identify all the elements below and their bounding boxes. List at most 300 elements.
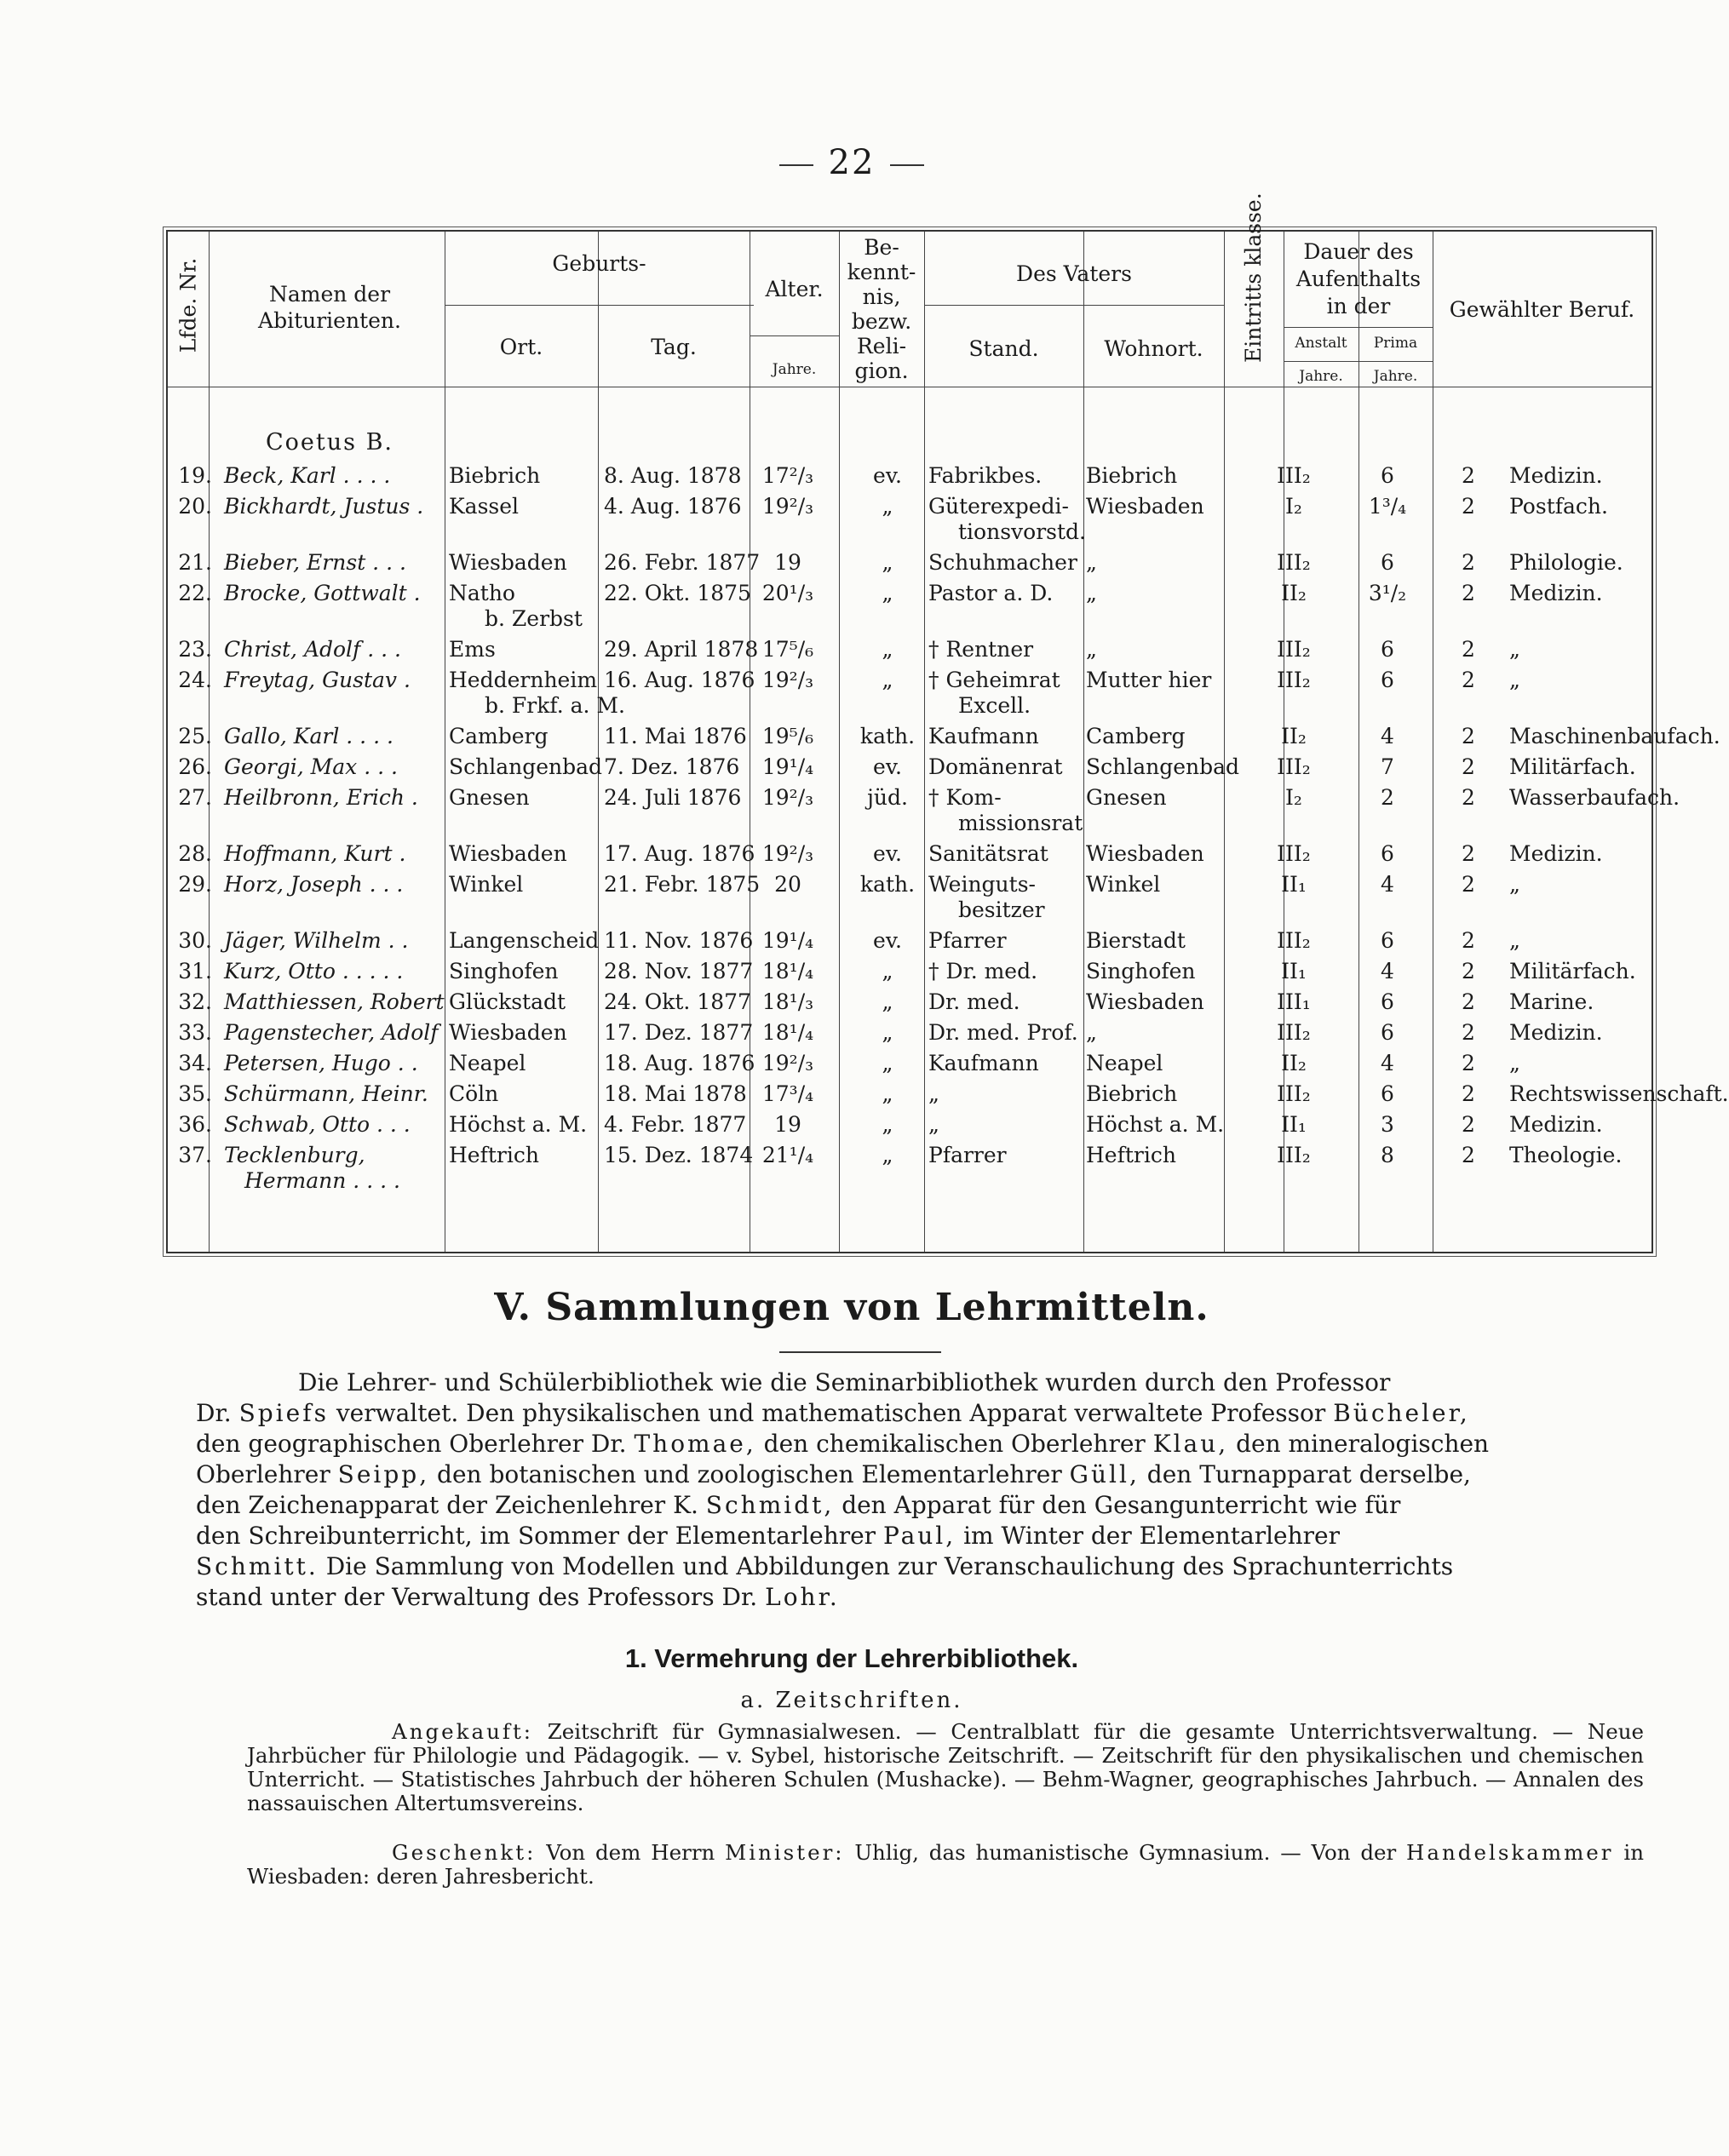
cell-tag: 29. April 1878 (604, 637, 759, 662)
cell-religion: kath. (859, 872, 916, 897)
cell-tag: 4. Febr. 1877 (604, 1112, 747, 1137)
cell-beruf: „ (1509, 668, 1520, 692)
subsection-subtitle: a. Zeitschriften. (740, 1688, 963, 1713)
cell-nr: 34. (178, 1051, 212, 1075)
cell-ort: Heddernheim (449, 668, 598, 692)
cell-nr: 23. (178, 637, 212, 662)
cell-stand-line2: tionsvorstd. (958, 519, 1086, 544)
cell-stand: Kaufmann (928, 724, 1039, 748)
cell-alter: 20¹/₃ (761, 581, 814, 605)
cell-nr: 29. (178, 872, 212, 897)
cell-name: Matthiessen, Robert (224, 989, 445, 1014)
cell-alter: 17⁵/₆ (761, 637, 814, 662)
geschenkt-text: Von dem Herrn (546, 1840, 715, 1865)
cell-stand: † Rentner (928, 637, 1034, 662)
geschenkt-paragraph (247, 1841, 1644, 1889)
para-line (196, 1398, 1644, 1429)
cell-ort-line2: b. Frkf. a. M. (485, 693, 625, 718)
cell-tag: 26. Febr. 1877 (604, 550, 761, 575)
cell-prima: 2 (1462, 872, 1475, 897)
text: im Winter der Elementarlehrer (963, 1522, 1340, 1550)
cell-prima: 2 (1462, 494, 1475, 519)
cell-klasse: III₂ (1277, 1143, 1311, 1167)
cell-stand: Pastor a. D. (928, 581, 1054, 605)
cell-nr: 22. (178, 581, 212, 605)
cell-name-line2: Hermann . . . . (244, 1168, 400, 1193)
header-wohnort: Wohnort. (1104, 336, 1203, 361)
cell-beruf: Medizin. (1509, 841, 1603, 866)
cell-religion: „ (882, 959, 893, 983)
cell-stand: „ (928, 1081, 939, 1106)
cell-prima: 2 (1462, 1020, 1475, 1045)
header-alter: Alter. (765, 277, 824, 301)
cell-beruf: Medizin. (1509, 1112, 1603, 1137)
cell-ort-line2: b. Zerbst (485, 606, 583, 631)
cell-anstalt: 6 (1381, 550, 1394, 575)
cell-tag: 17. Dez. 1877 (604, 1020, 754, 1045)
cell-alter: 19²/₃ (761, 841, 814, 866)
cell-alter: 19¹/₄ (761, 928, 814, 953)
cell-tag: 28. Nov. 1877 (604, 959, 754, 983)
cell-religion: kath. (859, 724, 916, 748)
cell-ort: Schlangenbad (449, 754, 603, 779)
cell-anstalt: 4 (1381, 724, 1394, 748)
cell-stand: † Kom- (928, 785, 1002, 810)
cell-ort: Biebrich (449, 463, 541, 488)
cell-alter: 19¹/₄ (761, 754, 814, 779)
cell-klasse: II₂ (1281, 724, 1307, 748)
cell-stand: † Geheimrat (928, 668, 1060, 692)
cell-wohnort: Höchst a. M. (1086, 1112, 1225, 1137)
cell-stand: Pfarrer (928, 928, 1007, 953)
cell-nr: 37. (178, 1143, 212, 1167)
cell-klasse: II₁ (1281, 1112, 1307, 1137)
name-buecheler: Bücheler, (1333, 1399, 1470, 1427)
cell-nr: 27. (178, 785, 212, 810)
cell-prima: 2 (1462, 989, 1475, 1014)
name-thomae: Thomae, (634, 1430, 756, 1458)
header-namen: Namen der Abiturienten. (258, 282, 401, 333)
cell-tag: 18. Aug. 1876 (604, 1051, 755, 1075)
cell-alter: 19²/₃ (761, 494, 814, 519)
cell-nr: 30. (178, 928, 212, 953)
header-geburts: Geburts- (552, 251, 646, 276)
cell-prima: 2 (1462, 1143, 1475, 1167)
page-number-dash-left (779, 164, 813, 166)
cell-klasse: III₂ (1277, 637, 1311, 662)
text: den Turnapparat derselbe, (1146, 1460, 1471, 1488)
header-anstalt-unit: Jahre. (1299, 368, 1343, 385)
cell-stand: Fabrikbes. (928, 463, 1043, 488)
cell-stand: „ (928, 1112, 939, 1137)
text: den Apparat für den Gesangunterricht wie für (842, 1491, 1401, 1519)
cell-tag: 24. Juli 1876 (604, 785, 742, 810)
cell-wohnort: „ (1086, 1020, 1097, 1045)
cell-ort: Cöln (449, 1081, 499, 1106)
cell-tag: 18. Mai 1878 (604, 1081, 747, 1106)
cell-klasse: II₁ (1281, 959, 1307, 983)
para-line (196, 1429, 1644, 1459)
cell-anstalt: 6 (1381, 1081, 1394, 1106)
cell-prima: 2 (1462, 785, 1475, 810)
para-line (196, 1551, 1644, 1582)
cell-stand: Sanitätsrat (928, 841, 1048, 866)
cell-tag: 16. Aug. 1876 (604, 668, 755, 692)
cell-religion: „ (882, 581, 893, 605)
cell-stand: Domänenrat (928, 754, 1063, 779)
cell-stand: † Dr. med. (928, 959, 1038, 983)
text: Die Sammlung von Modellen und Abbildungen zur Veranschaulichung des Sprachunterrichts (325, 1552, 1454, 1580)
minister-label: Minister: (725, 1840, 845, 1865)
header-anstalt: Anstalt (1295, 335, 1347, 352)
cell-anstalt: 7 (1381, 754, 1394, 779)
para-line (196, 1582, 1644, 1613)
angekauft-paragraph (247, 1720, 1644, 1815)
cell-tag: 15. Dez. 1874 (604, 1143, 754, 1167)
geschenkt-text: Uhlig, das humanistische Gymnasium. — Von der (854, 1840, 1397, 1865)
cell-beruf: Militärfach. (1509, 754, 1636, 779)
cell-wohnort: „ (1086, 581, 1097, 605)
cell-tag: 4. Aug. 1876 (604, 494, 742, 519)
cell-ort: Wiesbaden (449, 550, 567, 575)
header-religion: Be-kennt-nis, bezw. Reli-gion. (847, 235, 916, 383)
geschenkt-label: Geschenkt: (392, 1840, 537, 1865)
para-line (196, 1459, 1644, 1490)
header-alter-unit: Jahre. (772, 361, 817, 378)
cell-wohnort: Singhofen (1086, 959, 1196, 983)
cell-nr: 28. (178, 841, 212, 866)
cell-beruf: Medizin. (1509, 463, 1603, 488)
cell-ort: Natho (449, 581, 515, 605)
table-rule (839, 232, 840, 1252)
cell-tag: 11. Nov. 1876 (604, 928, 754, 953)
cell-ort: Langenscheid (449, 928, 600, 953)
cell-anstalt: 2 (1381, 785, 1394, 810)
cell-stand: Dr. med. (928, 989, 1020, 1014)
cell-wohnort: Gnesen (1086, 785, 1167, 810)
cell-name: Heilbronn, Erich . (224, 785, 418, 810)
cell-alter: 19 (774, 1112, 801, 1137)
cell-name: Georgi, Max . . . (224, 754, 398, 779)
cell-religion: „ (882, 1020, 893, 1045)
cell-anstalt: 6 (1381, 637, 1394, 662)
header-stand: Stand. (968, 336, 1039, 361)
page-number (0, 143, 1703, 182)
cell-prima: 2 (1462, 1112, 1475, 1137)
cell-religion: ev. (873, 928, 902, 953)
cell-beruf: Philologie. (1509, 550, 1623, 575)
cell-ort: Gnesen (449, 785, 530, 810)
text: Oberlehrer (196, 1460, 330, 1488)
cell-anstalt: 4 (1381, 872, 1394, 897)
cell-stand: Kaufmann (928, 1051, 1039, 1075)
cell-klasse: III₂ (1277, 841, 1311, 866)
cell-stand: Dr. med. Prof. (928, 1020, 1078, 1045)
cell-klasse: II₁ (1281, 872, 1307, 897)
geschenkt-text: in Wiesbaden: deren Jahresbericht. (247, 1840, 1644, 1889)
cell-ort: Glückstadt (449, 989, 566, 1014)
name-seipp: Seipp, (337, 1460, 430, 1488)
cell-ort: Höchst a. M. (449, 1112, 588, 1137)
cell-tag: 17. Aug. 1876 (604, 841, 755, 866)
cell-nr: 20. (178, 494, 212, 519)
coetus-label: Coetus B. (266, 429, 393, 456)
cell-religion: ev. (873, 841, 902, 866)
cell-tag: 21. Febr. 1875 (604, 872, 761, 897)
cell-wohnort: „ (1086, 637, 1097, 662)
cell-beruf: „ (1509, 872, 1520, 897)
cell-klasse: III₂ (1277, 463, 1311, 488)
table-rule (445, 305, 754, 306)
cell-ort: Ems (449, 637, 496, 662)
cell-wohnort: Camberg (1086, 724, 1186, 748)
para-line (196, 1490, 1644, 1521)
cell-prima: 2 (1462, 668, 1475, 692)
cell-ort: Wiesbaden (449, 1020, 567, 1045)
cell-klasse: III₂ (1277, 1020, 1311, 1045)
cell-prima: 2 (1462, 754, 1475, 779)
cell-stand-line2: Excell. (958, 693, 1031, 718)
section-paragraph (196, 1368, 1644, 1613)
cell-alter: 19⁵/₆ (761, 724, 814, 748)
cell-prima: 2 (1462, 637, 1475, 662)
text: den Schreibunterricht, im Sommer der Elementarlehrer (196, 1522, 876, 1550)
handelskammer-label: Handelskammer (1406, 1840, 1614, 1865)
cell-klasse: III₂ (1277, 668, 1311, 692)
cell-tag: 7. Dez. 1876 (604, 754, 740, 779)
cell-religion: ev. (873, 754, 902, 779)
cell-prima: 2 (1462, 959, 1475, 983)
header-tag: Tag. (651, 335, 697, 359)
cell-nr: 19. (178, 463, 212, 488)
cell-klasse: III₁ (1277, 989, 1311, 1014)
cell-prima: 2 (1462, 928, 1475, 953)
cell-anstalt: 3 (1381, 1112, 1394, 1137)
cell-alter: 17²/₃ (761, 463, 814, 488)
cell-prima: 2 (1462, 463, 1475, 488)
cell-anstalt: 6 (1381, 1020, 1394, 1045)
cell-nr: 36. (178, 1112, 212, 1137)
text: den mineralogischen (1236, 1430, 1490, 1458)
table-rule (1284, 361, 1433, 362)
cell-prima: 2 (1462, 841, 1475, 866)
cell-tag: 8. Aug. 1878 (604, 463, 742, 488)
cell-beruf: „ (1509, 637, 1520, 662)
cell-anstalt: 8 (1381, 1143, 1394, 1167)
text: den chemikalischen Oberlehrer (763, 1430, 1146, 1458)
cell-anstalt: 4 (1381, 1051, 1394, 1075)
header-des-vaters: Des Vaters (1016, 261, 1132, 286)
cell-alter: 17³/₄ (761, 1081, 814, 1106)
text: den Zeichenapparat der Zeichenlehrer K. (196, 1491, 698, 1519)
cell-anstalt: 4 (1381, 959, 1394, 983)
cell-alter: 18¹/₃ (761, 989, 814, 1014)
cell-name: Beck, Karl . . . . (224, 463, 391, 488)
header-prima: Prima (1373, 335, 1418, 352)
cell-name: Hoffmann, Kurt . (224, 841, 406, 866)
cell-religion: „ (882, 1143, 893, 1167)
table-rule (1083, 232, 1084, 1252)
cell-name: Petersen, Hugo . . (224, 1051, 418, 1075)
text: Dr. (196, 1399, 232, 1427)
cell-beruf: „ (1509, 928, 1520, 953)
cell-klasse: I₂ (1285, 494, 1302, 519)
cell-wohnort: Biebrich (1086, 463, 1178, 488)
cell-name: Schürmann, Heinr. (224, 1081, 428, 1106)
cell-klasse: I₂ (1285, 785, 1302, 810)
cell-wohnort: Wiesbaden (1086, 841, 1204, 866)
cell-nr: 31. (178, 959, 212, 983)
cell-wohnort: Wiesbaden (1086, 494, 1204, 519)
cell-beruf: Theologie. (1509, 1143, 1623, 1167)
cell-tag: 24. Okt. 1877 (604, 989, 751, 1014)
cell-beruf: Medizin. (1509, 1020, 1603, 1045)
name-guell: Güll, (1069, 1460, 1140, 1488)
cell-anstalt: 6 (1381, 928, 1394, 953)
cell-klasse: III₂ (1277, 928, 1311, 953)
cell-religion: „ (882, 1112, 893, 1137)
cell-stand: Güterexpedi- (928, 494, 1070, 519)
cell-prima: 2 (1462, 581, 1475, 605)
cell-beruf: Medizin. (1509, 581, 1603, 605)
cell-name: Christ, Adolf . . . (224, 637, 401, 662)
cell-ort: Neapel (449, 1051, 526, 1075)
header-dauer: Dauer des Aufenthalts in der (1295, 239, 1422, 318)
cell-alter: 19 (774, 550, 801, 575)
cell-name: Jäger, Wilhelm . . (224, 928, 409, 953)
cell-alter: 19²/₃ (761, 1051, 814, 1075)
cell-ort: Camberg (449, 724, 549, 748)
cell-anstalt: 6 (1381, 668, 1394, 692)
cell-alter: 21¹/₄ (761, 1143, 814, 1167)
cell-nr: 32. (178, 989, 212, 1014)
cell-wohnort: Mutter hier (1086, 668, 1212, 692)
cell-wohnort: Wiesbaden (1086, 989, 1204, 1014)
cell-religion: „ (882, 1081, 893, 1106)
cell-anstalt: 6 (1381, 989, 1394, 1014)
cell-prima: 2 (1462, 550, 1475, 575)
cell-nr: 33. (178, 1020, 212, 1045)
table-rule (924, 305, 1224, 306)
cell-beruf: Rechtswissenschaft. (1509, 1081, 1729, 1106)
table-rule (750, 335, 839, 336)
cell-ort: Heftrich (449, 1143, 539, 1167)
cell-alter: 19²/₃ (761, 785, 814, 810)
cell-stand-line2: missionsrat (958, 811, 1083, 835)
cell-name: Schwab, Otto . . . (224, 1112, 411, 1137)
name-spiefs: Spiefs (238, 1399, 329, 1427)
cell-klasse: III₂ (1277, 1081, 1311, 1106)
text: stand unter der Verwaltung des Professors Dr. (196, 1583, 758, 1611)
cell-religion: „ (882, 637, 893, 662)
cell-religion: „ (882, 550, 893, 575)
cell-beruf: Wasserbaufach. (1509, 785, 1680, 810)
angekauft-text: Zeitschrift für Gymnasialwesen. — Centralblatt für die gesamte Unterrichtsverwaltung. — Neue Jahrbücher für Philologie und Pädagogik. — v. Sybel, historische Zeitschrift. — Zeitschrift für den physikalischen und chemischen Unterricht. — Statistisches Jahrbuch der höheren Schulen (Mushacke). — Behm-Wagner, geographisches Jahrbuch. — Annalen des nassauischen Altertumsvereins. (247, 1719, 1644, 1815)
cell-alter: 18¹/₄ (761, 1020, 814, 1045)
table-rule (1284, 327, 1433, 328)
angekauft-label: Angekauft: (392, 1719, 534, 1744)
cell-stand: Schuhmacher (928, 550, 1077, 575)
cell-alter: 20 (774, 872, 801, 897)
cell-anstalt: 3¹/₂ (1368, 581, 1407, 605)
name-paul: Paul, (882, 1522, 956, 1550)
cell-beruf: Militärfach. (1509, 959, 1636, 983)
cell-name: Bieber, Ernst . . . (224, 550, 406, 575)
cell-alter: 19²/₃ (761, 668, 814, 692)
header-lfde-nr: Lfde. Nr. (175, 257, 201, 353)
cell-name: Gallo, Karl . . . . (224, 724, 393, 748)
text: verwaltet. Den physikalischen und mathematischen Apparat verwaltete Professor (336, 1399, 1326, 1427)
name-schmidt: Schmidt, (705, 1491, 835, 1519)
para-line (247, 1368, 1644, 1398)
cell-stand: Pfarrer (928, 1143, 1007, 1167)
cell-nr: 21. (178, 550, 212, 575)
header-beruf: Gewählter Beruf. (1449, 297, 1635, 322)
cell-stand: Weinguts- (928, 872, 1036, 897)
cell-anstalt: 1³/₄ (1368, 494, 1407, 519)
cell-name: Brocke, Gottwalt . (224, 581, 421, 605)
cell-wohnort: Heftrich (1086, 1143, 1176, 1167)
cell-name: Horz, Joseph . . . (224, 872, 404, 897)
cell-religion: „ (882, 1051, 893, 1075)
para-line (196, 1521, 1644, 1551)
cell-name: Freytag, Gustav . (224, 668, 411, 692)
cell-wohnort: Neapel (1086, 1051, 1163, 1075)
subsection-title: 1. Vermehrung der Lehrerbibliothek. (624, 1643, 1079, 1673)
cell-nr: 35. (178, 1081, 212, 1106)
text: den geographischen Oberlehrer Dr. (196, 1430, 627, 1458)
cell-nr: 26. (178, 754, 212, 779)
cell-prima: 2 (1462, 1081, 1475, 1106)
cell-anstalt: 6 (1381, 463, 1394, 488)
cell-prima: 2 (1462, 1051, 1475, 1075)
cell-name: Pagenstecher, Adolf (224, 1020, 439, 1045)
cell-tag: 22. Okt. 1875 (604, 581, 751, 605)
section-title: V. Sammlungen von Lehrmitteln. (494, 1286, 1209, 1329)
name-lohr: Lohr. (765, 1583, 840, 1611)
cell-wohnort: Schlangenbad (1086, 754, 1240, 779)
header-ort: Ort. (499, 335, 543, 359)
cell-klasse: II₂ (1281, 581, 1307, 605)
name-klau: Klau, (1152, 1430, 1229, 1458)
graduates-table (166, 192, 1729, 1253)
cell-klasse: III₂ (1277, 550, 1311, 575)
cell-beruf: Maschinenbaufach. (1509, 724, 1720, 748)
cell-beruf: Postfach. (1509, 494, 1608, 519)
cell-ort: Wiesbaden (449, 841, 567, 866)
page-number-text: 22 (828, 143, 876, 182)
cell-name: Bickhardt, Justus . (224, 494, 424, 519)
cell-wohnort: „ (1086, 550, 1097, 575)
cell-tag: 11. Mai 1876 (604, 724, 747, 748)
cell-religion: „ (882, 989, 893, 1014)
cell-wohnort: Winkel (1086, 872, 1161, 897)
cell-nr: 24. (178, 668, 212, 692)
cell-stand-line2: besitzer (958, 897, 1045, 922)
cell-prima: 2 (1462, 724, 1475, 748)
text: den botanischen und zoologischen Elementarlehrer (437, 1460, 1062, 1488)
cell-religion: „ (882, 668, 893, 692)
section-rule (779, 1351, 941, 1353)
cell-anstalt: 6 (1381, 841, 1394, 866)
cell-religion: ev. (873, 463, 902, 488)
cell-klasse: III₂ (1277, 754, 1311, 779)
header-prima-unit: Jahre. (1373, 368, 1418, 385)
cell-religion: „ (882, 494, 893, 519)
cell-name: Tecklenburg, (224, 1143, 365, 1167)
cell-nr: 25. (178, 724, 212, 748)
header-eintritts: Eintritts klasse. (1241, 192, 1266, 363)
